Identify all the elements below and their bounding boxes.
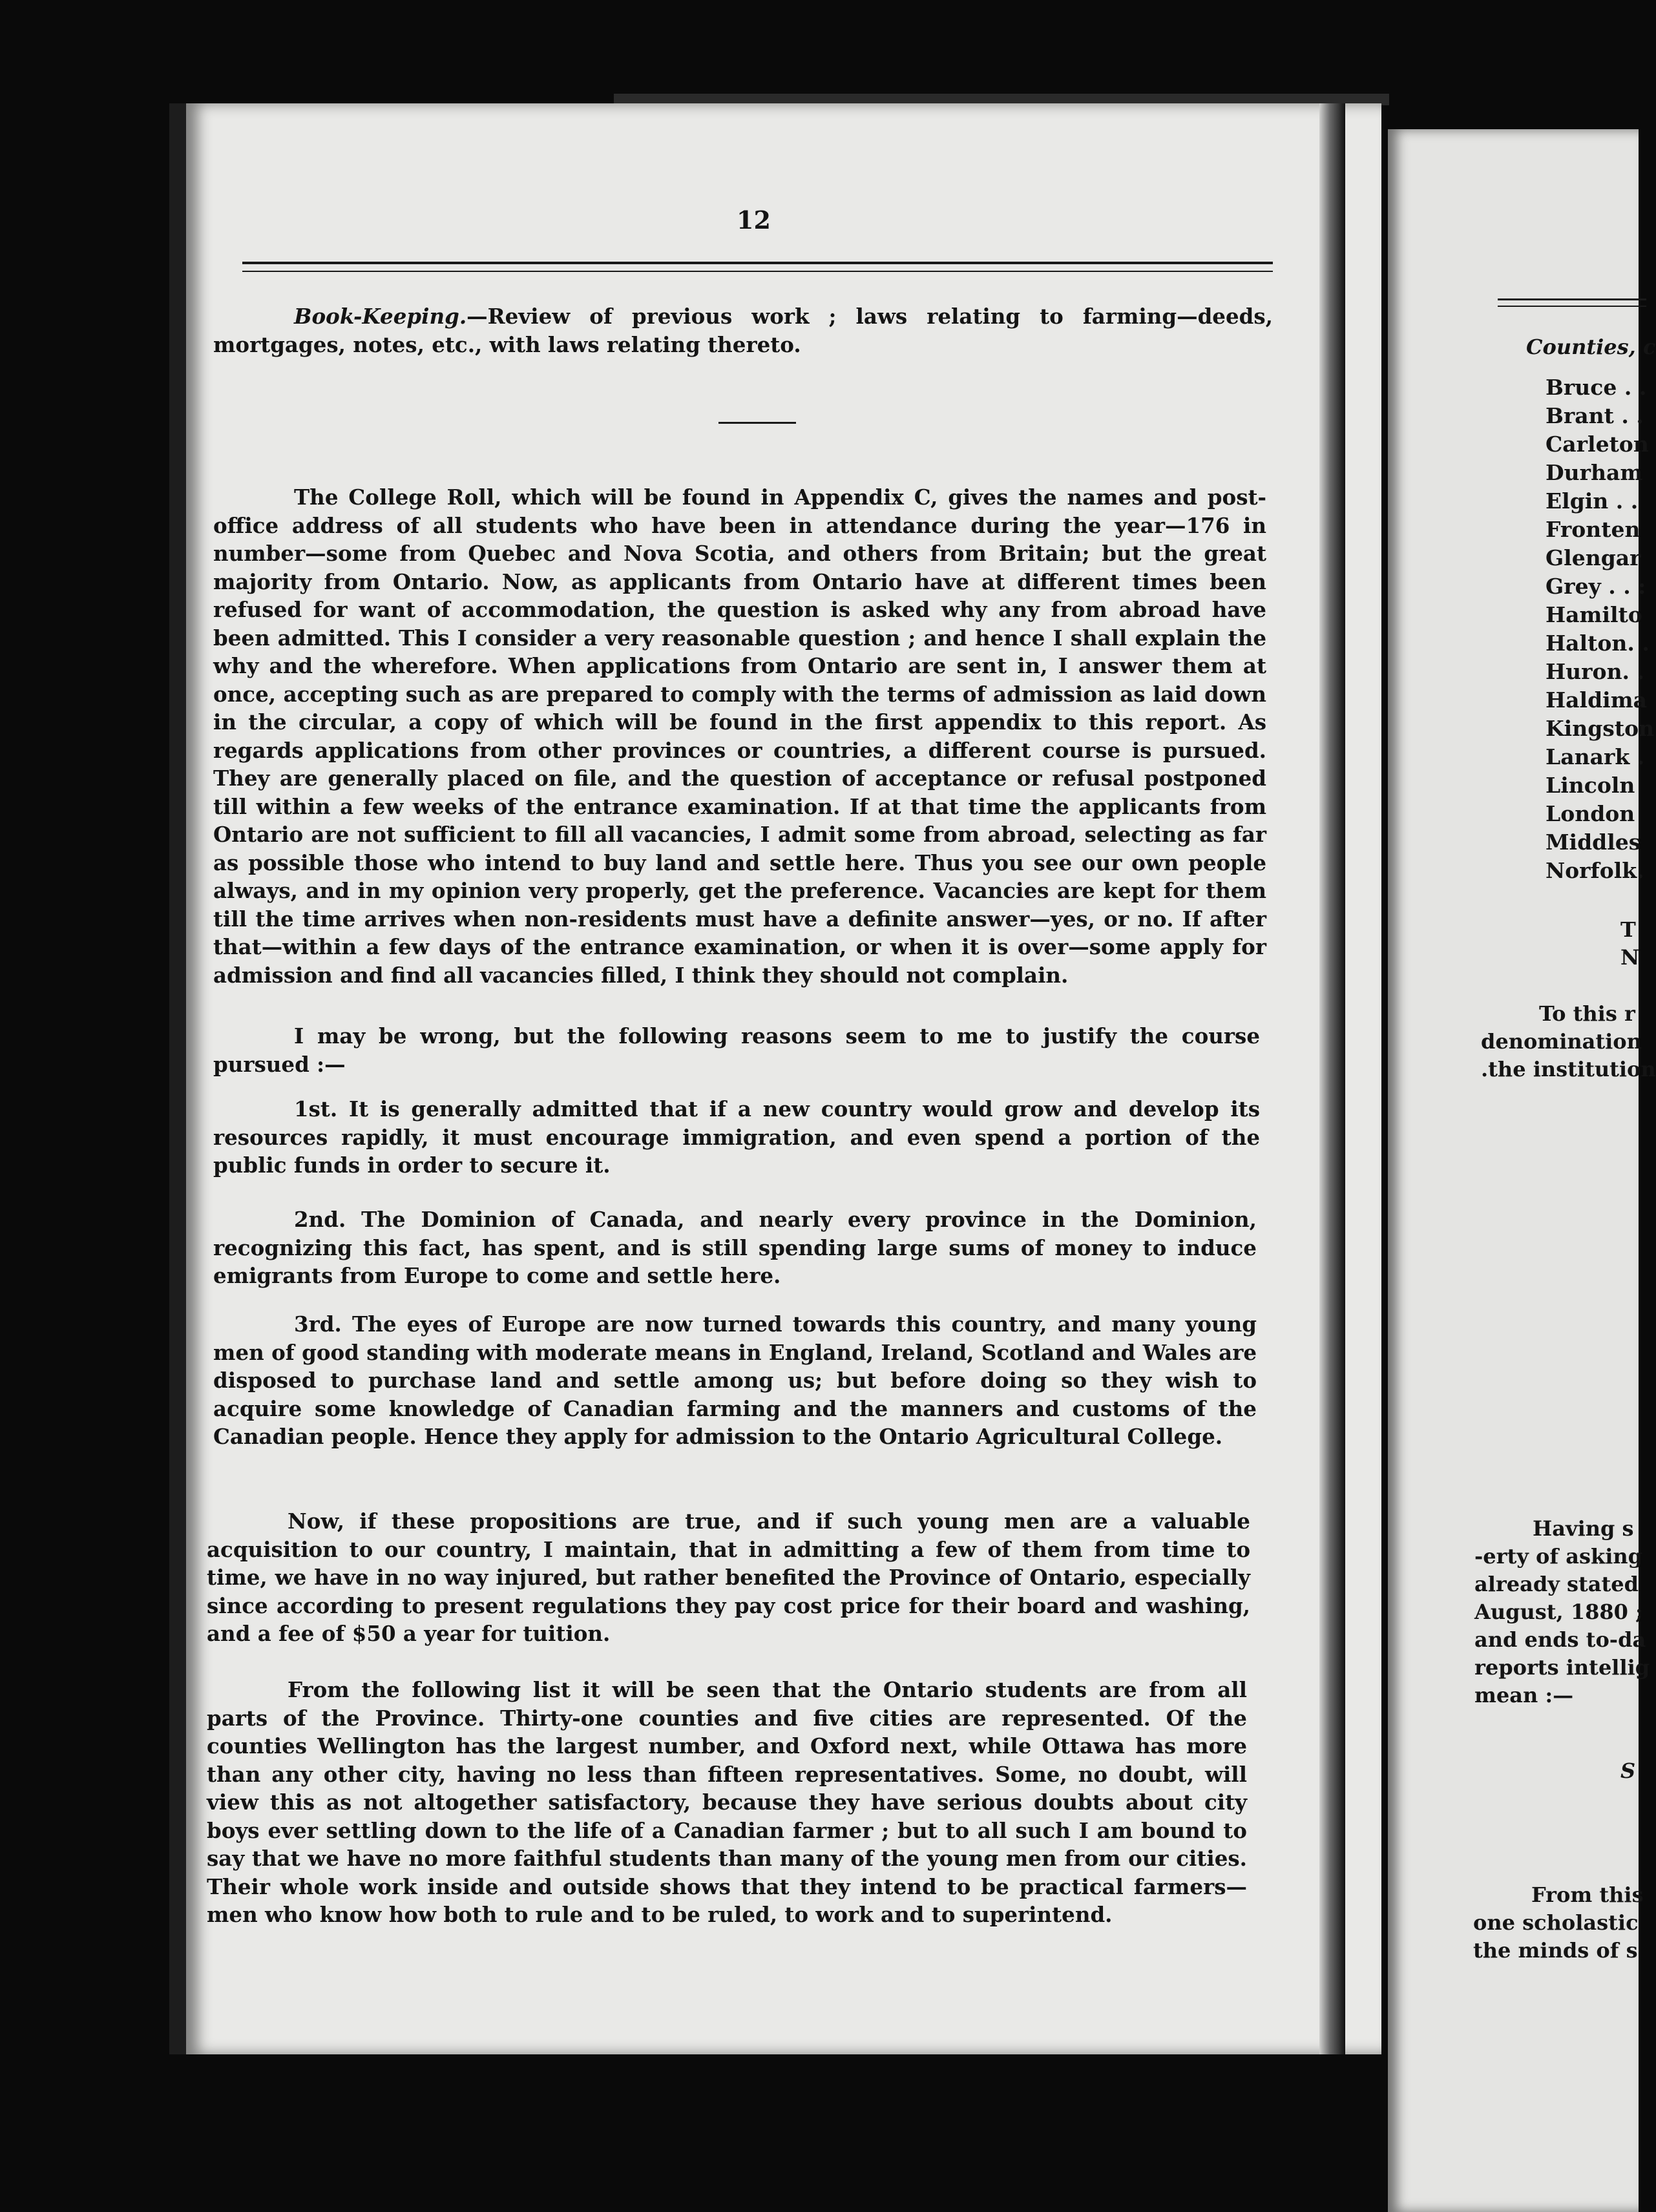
county-item: Middles — [1546, 830, 1641, 855]
section-divider — [718, 422, 796, 424]
header-double-rule — [242, 262, 1273, 272]
county-item: Huron. . — [1546, 659, 1645, 684]
right-fragment-c — [1474, 1515, 1650, 1709]
fragment-line: -erty of asking — [1474, 1544, 1642, 1569]
county-item: Durham — [1546, 460, 1643, 485]
fragment-line: and ends to-da — [1474, 1627, 1646, 1652]
county-item: Norfolk. — [1546, 858, 1644, 883]
bookkeeping-lead: Book-Keeping. — [294, 304, 467, 329]
county-item: Haldima — [1546, 687, 1648, 713]
right-fragment-e — [1473, 1881, 1644, 1965]
bookkeeping-text: —Review of previous work ; laws relating to farming—deeds, mortgages, notes, etc., with laws relating thereto. — [213, 304, 1273, 357]
bookkeeping-paragraph — [213, 302, 1273, 359]
fragment-line: From this — [1531, 1883, 1644, 1907]
college-roll-paragraph: The College Roll, which will be found in Appendix C, gives the names and post-office address of all students who have been in attendance during the year—176 in number—some from Quebec and Nova Scotia, and others from Britain; but the great majority from Ontario. Now, as applicants from Ontario have at different times been refused for want of accommodation, the question is asked why any from abroad have been admitted. This I consider a very reasonable question ; and hence I shall explain the why and the wherefore. When applications from Ontario are sent in, I answer them at once, accepting such as are prepared to comply with the terms of admission as laid down in the circular, a copy of which will be found in the first appendix to this report. As regards applications from other provinces or countries, a different course is pursued. They are generally placed on file, and the question of acceptance or refusal postponed till within a few weeks of the entrance examination. If at that time the applicants from Ontario are not sufficient to fill all vacancies, I admit some from abroad, selecting as far as possible those who intend to buy land and settle here. Thus you see our own people always, and in my opinion very properly, get the preference. Vacancies are kept for them till the time arrives when non-residents must have a definite answer—yes, or no. If after that—within a few days of the entrance examination, or when it is over—some apply for admission and find all vacancies filled, I think they should not complain. — [213, 485, 1266, 988]
propositions-paragraph: Now, if these propositions are true, and if such young men are a valuable acquisition to our country, I maintain, that in admitting a few of them from time to time, we have in no way injured, but rather benefited the Province of Ontario, especially since according to present regulations they pay cost price for their board and washing, and a fee of $50 a year for tuition. — [207, 1508, 1250, 1646]
book-spine — [1319, 103, 1345, 2054]
fragment-line: already stated — [1474, 1572, 1639, 1596]
reason-second-paragraph: 2nd. The Dominion of Canada, and nearly every province in the Dominion, recognizing this fact, has spent, and is still spending large sums of money to induce emigrants from Europe to come and settle here. — [213, 1207, 1257, 1288]
right-fragment-d — [1620, 1757, 1635, 1785]
county-item: Bruce . . — [1546, 375, 1647, 400]
fragment-line: .the institution — [1481, 1057, 1656, 1081]
county-list — [1546, 373, 1654, 885]
fragment-line: reports intellig — [1474, 1655, 1650, 1680]
right-fragment-b — [1481, 1000, 1656, 1083]
fragment-line: denomination — [1481, 1029, 1642, 1054]
right-header-rule — [1498, 298, 1646, 307]
county-item: Kingston — [1546, 716, 1655, 741]
reasons-intro-paragraph: I may be wrong, but the following reasons seem to me to justify the course pursued :— — [213, 1023, 1260, 1077]
fragment-line: T — [1620, 917, 1636, 942]
fragment-line: August, 1880 ; — [1474, 1600, 1643, 1624]
county-item: Fronten — [1546, 517, 1640, 542]
fragment-line: N — [1620, 945, 1640, 970]
reason-first-paragraph: 1st. It is generally admitted that if a new country would grow and develop its resources rapidly, it must encourage immigration, and even spend a portion of the public funds in order to secure it. — [213, 1096, 1260, 1178]
county-item: London — [1546, 801, 1635, 826]
county-item: Brant . . — [1546, 403, 1644, 428]
fragment-line: the minds of s — [1473, 1938, 1638, 1963]
county-item: Hamilto — [1546, 602, 1642, 627]
fragment-line: Having s — [1533, 1516, 1634, 1541]
page-number: 12 — [737, 205, 771, 235]
fragment-line: S — [1620, 1758, 1636, 1783]
county-item: Halton. . — [1546, 631, 1650, 656]
county-item: Elgin . . — [1546, 488, 1639, 514]
reason-third-paragraph: 3rd. The eyes of Europe are now turned towards this country, and many young men of good standing with moderate means in England, Ireland, Scotland and Wales are disposed to purchase land and settle among us; but before doing so they wish to acquire some knowledge of Canadian farming and the manners and customs of the Canadian people. Hence they apply for admission to the Ontario Agricultural College. — [213, 1311, 1257, 1449]
ontario-students-paragraph: From the following list it will be seen that the Ontario students are from all parts of the Province. Thirty-one counties and five cities are represented. Of the counties Wellington has the largest number, and Oxford next, while Ottawa has more than any other city, having no less than fifteen representatives. Some, no doubt, will view this as not altogether satisfactory, because they have serious doubts about city boys ever settling down to the life of a Canadian farmer ; but to all such I am bound to say that we have no more faithful students than many of the young men from our cities. Their whole work inside and outside shows that they intend to be practical farmers—men who know how both to rule and to be ruled, to work and to superintend. — [207, 1677, 1247, 1927]
fragment-line: one scholastic — [1473, 1910, 1639, 1935]
right-fragment-a — [1620, 916, 1639, 972]
counties-heading: Counties, c — [1526, 335, 1656, 359]
county-item: Glengar — [1546, 545, 1641, 570]
county-item: Lanark . — [1546, 744, 1645, 769]
county-item: Grey . . : — [1546, 574, 1646, 599]
county-item: Carleton — [1546, 432, 1649, 457]
fragment-line: mean :— — [1474, 1683, 1574, 1707]
county-item: Lincoln — [1546, 773, 1635, 798]
fragment-line: To this r — [1539, 1001, 1635, 1026]
